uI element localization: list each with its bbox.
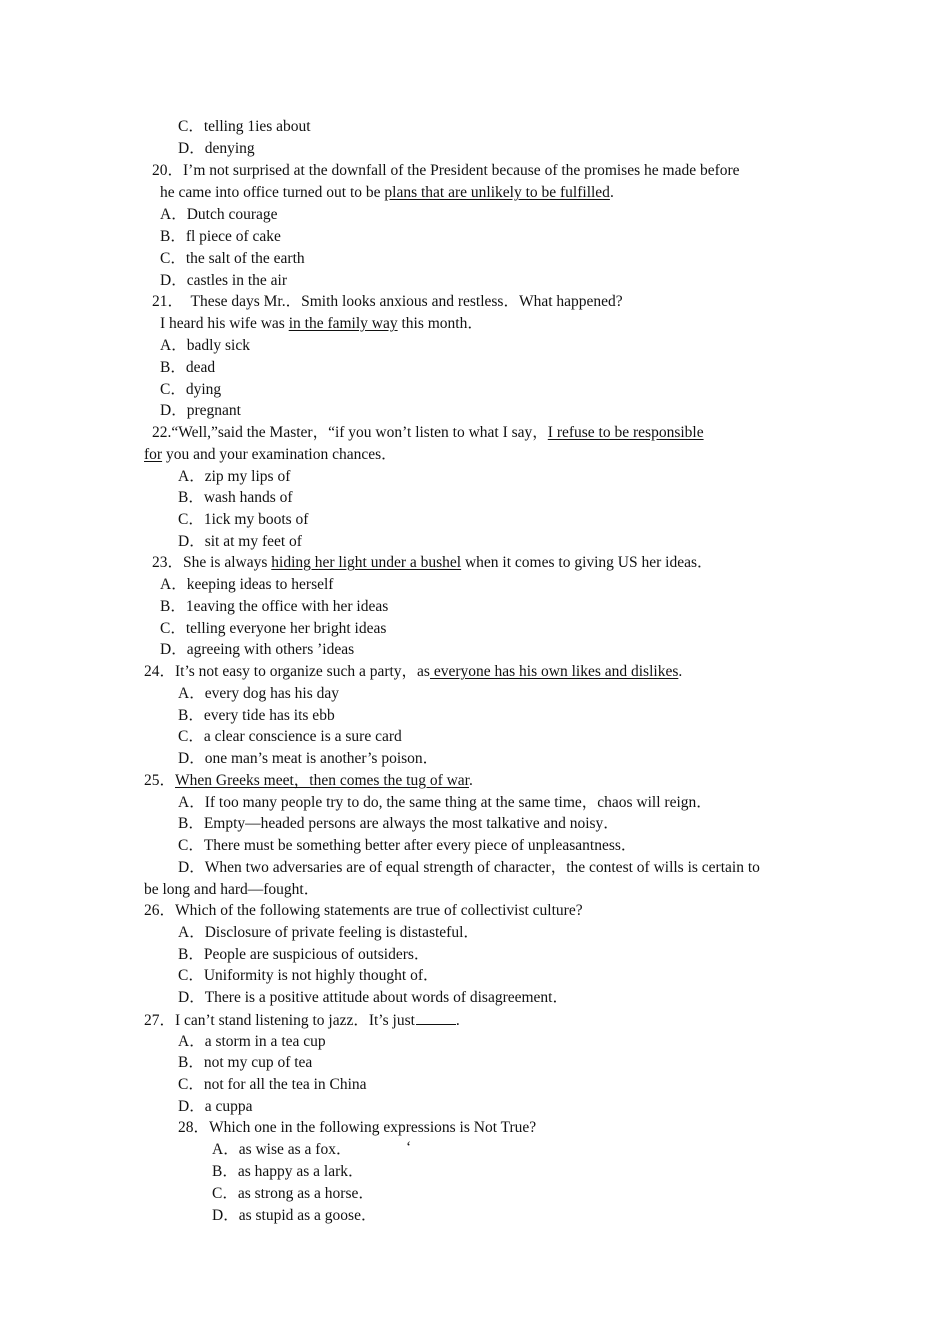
q21-stem-end: this month． xyxy=(397,315,483,332)
q26-option-c: C．Uniformity is not highly thought of． xyxy=(178,967,439,984)
q22-option-a: A．zip my lips of xyxy=(178,468,291,485)
q28-option-b: B．as happy as a lark． xyxy=(212,1163,364,1180)
q27-option-a: A．a storm in a tea cup xyxy=(178,1033,326,1050)
q25-stem xyxy=(144,771,473,791)
q21-underlined-phrase: in the family way xyxy=(288,315,398,332)
q27-stem-end: . xyxy=(455,1012,460,1029)
q24-underlined-phrase: everyone has his own likes and dislikes xyxy=(429,663,679,680)
q27-option-b: B．not my cup of tea xyxy=(178,1054,313,1071)
q24-option-a: A．every dog has his day xyxy=(178,685,339,702)
q21-option-a: A．badly sick xyxy=(160,337,250,354)
q24-stem-end: . xyxy=(678,663,683,680)
q24-option-d: D．one man’s meat is another’s poison． xyxy=(178,750,439,767)
q19-option-c: C．telling 1ies about xyxy=(178,118,311,135)
q21-option-c: C．dying xyxy=(160,381,222,398)
q28-stem: 28．Which one in the following expressions is Not True? xyxy=(178,1119,537,1136)
q25-option-c: C．There must be something better after every piece of unpleasantness． xyxy=(178,837,637,854)
q21-option-b: B．dead xyxy=(160,359,216,376)
q25-underlined-phrase: When Greeks meet，then comes the tug of war xyxy=(175,772,469,789)
q20-stem-line2 xyxy=(160,183,614,203)
q21-option-d: D．pregnant xyxy=(160,402,241,419)
q25-option-d-line1: D．When two adversaries are of equal strength of character，the contest of wills is certain to xyxy=(178,859,760,876)
q22-stem-end: you and your examination chances． xyxy=(162,446,397,463)
q26-stem: 26．Which of the following statements are true of collectivist culture? xyxy=(144,902,583,919)
q25-option-a: A．If too many people try to do, the same thing at the same time，chaos will reign． xyxy=(178,794,712,811)
q23-option-a: A．keeping ideas to herself xyxy=(160,576,334,593)
q22-option-d: D．sit at my feet of xyxy=(178,533,302,550)
q23-underlined-phrase: hiding her light under a bushel xyxy=(271,554,462,571)
q24-option-b: B．every tide has its ebb xyxy=(178,707,335,724)
q26-option-b: B．People are suspicious of outsiders． xyxy=(178,946,430,963)
q20-option-a: A．Dutch courage xyxy=(160,206,278,223)
q23-stem xyxy=(152,553,713,573)
q22-stem-line2 xyxy=(144,445,397,465)
q25-stem-end: . xyxy=(469,772,473,789)
q24-option-c: C．a clear conscience is a sure card xyxy=(178,728,402,745)
q28-option-d: D．as stupid as a goose． xyxy=(212,1207,377,1224)
q27-stem-text: 27．I can’t stand listening to jazz．It’s just xyxy=(144,1012,415,1029)
q22-stem-line1 xyxy=(152,423,704,443)
q20-option-d: D．castles in the air xyxy=(160,272,287,289)
q27-stem xyxy=(144,1010,460,1030)
q23-option-b: B．1eaving the office with her ideas xyxy=(160,598,389,615)
q23-stem-end: when it comes to giving US her ideas． xyxy=(461,554,713,571)
q28-option-a: A．as wise as a fox． xyxy=(212,1141,352,1158)
q24-stem xyxy=(144,662,682,682)
q24-stem-text: 24．It’s not easy to organize such a party，as xyxy=(144,663,430,680)
q22-option-c: C．1ick my boots of xyxy=(178,511,309,528)
q27-answer-blank xyxy=(416,1010,456,1025)
q20-stem-end: . xyxy=(609,184,614,201)
q20-stem-text: he came into office turned out to be xyxy=(160,184,385,201)
q28-option-c: C．as strong as a horse． xyxy=(212,1185,374,1202)
q20-option-c: C．the salt of the earth xyxy=(160,250,305,267)
q19-option-d: D．denying xyxy=(178,140,255,157)
q25-number: 25． xyxy=(144,772,176,789)
q25-option-b: B．Empty—headed persons are always the most talkative and noisy． xyxy=(178,815,619,832)
q22-underlined-phrase: I refuse to be responsible xyxy=(547,424,704,441)
q20-underlined-phrase: plans that are unlikely to be fulfilled xyxy=(384,184,610,201)
q20-option-b: B．fl piece of cake xyxy=(160,228,281,245)
q27-option-d: D．a cuppa xyxy=(178,1098,253,1115)
q27-option-c: C．not for all the tea in China xyxy=(178,1076,367,1093)
q28-stray-mark: ‘ xyxy=(406,1139,412,1156)
q23-option-c: C．telling everyone her bright ideas xyxy=(160,620,387,637)
q22-stem-text: 22.“Well,”said the Master，“if you won’t listen to what I say， xyxy=(152,424,548,441)
q22-underlined-phrase-end: for xyxy=(144,446,163,463)
q25-option-d-line2: be long and hard—fought． xyxy=(144,881,320,898)
q21-stem-line2 xyxy=(160,314,483,334)
q26-option-d: D．There is a positive attitude about words of disagreement． xyxy=(178,989,568,1006)
q21-stem-text: I heard his wife was xyxy=(160,315,289,332)
q20-stem-line1: 20．I’m not surprised at the downfall of the President because of the promises he made before xyxy=(152,162,740,179)
q22-option-b: B．wash hands of xyxy=(178,489,293,506)
q26-option-a: A．Disclosure of private feeling is distasteful． xyxy=(178,924,479,941)
q21-stem-line1: 21． These days Mr.．Smith looks anxious and restless．What happened? xyxy=(152,293,623,310)
q23-option-d: D．agreeing with others ’ideas xyxy=(160,641,355,658)
q23-stem-text: 23．She is always xyxy=(152,554,272,571)
